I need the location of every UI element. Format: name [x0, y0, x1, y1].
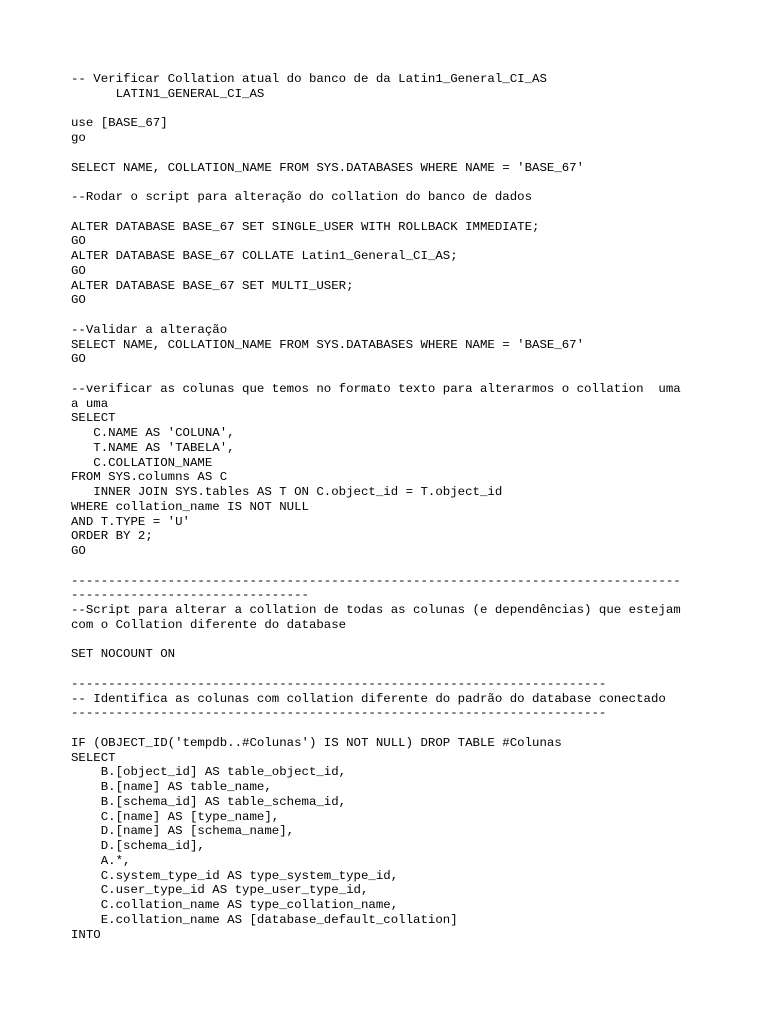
code-line: C.system_type_id AS type_system_type_id, [71, 868, 399, 883]
code-line: D.[name] AS [schema_name], [71, 824, 295, 839]
code-line: -------------------------------- [71, 588, 309, 603]
code-line: --Script para alterar a collation de todas as colunas (e dependências) que estejam [71, 603, 681, 617]
code-line: LATIN1_GENERAL_CI_AS [71, 86, 265, 101]
code-line: --verificar as colunas que temos no formato texto para alterarmos o collation uma [71, 381, 681, 396]
code-line [71, 367, 711, 382]
code-line: -- Identifica as colunas com collation diferente do padrão do database conectado [71, 691, 666, 706]
code-line: D.[schema_id], [71, 839, 205, 853]
code-line: ------------------------------------------------------------------------ [71, 676, 607, 691]
code-line: B.[schema_id] AS table_schema_id, [71, 794, 347, 809]
code-line [71, 102, 711, 117]
code-line [71, 175, 711, 190]
code-line: B.[object_id] AS table_object_id, [71, 765, 347, 780]
code-line [71, 721, 711, 736]
code-line: ------------------------------------------------------------------------ [71, 706, 607, 721]
code-line: AND T.TYPE = 'U' [71, 514, 190, 529]
code-line [71, 559, 711, 574]
code-line: T.NAME AS 'TABELA', [71, 440, 235, 455]
code-line: --Rodar o script para alteração do collation do banco de dados [71, 190, 533, 204]
code-line: GO [71, 544, 86, 558]
code-line [71, 662, 711, 677]
code-line: A.*, [71, 853, 131, 868]
code-line: C.[name] AS [type_name], [71, 809, 280, 824]
code-line: GO [71, 293, 86, 308]
code-line: C.COLLATION_NAME [71, 455, 213, 470]
code-line [71, 308, 711, 323]
code-line: a uma [71, 396, 109, 411]
code-line: GO [71, 352, 86, 367]
code-line [71, 146, 711, 161]
code-line [71, 633, 711, 648]
code-line: E.collation_name AS [database_default_collation] [71, 912, 458, 927]
code-line [71, 205, 711, 220]
code-line: GO [71, 234, 86, 249]
code-line: INNER JOIN SYS.tables AS T ON C.object_id = T.object_id [71, 485, 503, 499]
code-line: SELECT [71, 750, 116, 765]
code-line: WHERE collation_name IS NOT NULL [71, 499, 309, 514]
code-line: INTO [71, 927, 101, 942]
code-line: com o Collation diferente do database [71, 617, 347, 632]
code-line: SELECT NAME, COLLATION_NAME FROM SYS.DATABASES WHERE NAME = 'BASE_67' [71, 160, 585, 175]
code-line: SELECT [71, 411, 116, 426]
code-line: ORDER BY 2; [71, 529, 153, 544]
code-line: IF (OBJECT_ID('tempdb..#Colunas') IS NOT NULL) DROP TABLE #Colunas [71, 735, 562, 750]
code-line: go [71, 131, 86, 145]
code-line: B.[name] AS table_name, [71, 780, 272, 794]
code-line: C.user_type_id AS type_user_type_id, [71, 883, 369, 898]
code-line: SELECT NAME, COLLATION_NAME FROM SYS.DATABASES WHERE NAME = 'BASE_67' [71, 337, 585, 352]
code-line: ---------------------------------------------------------------------------------- [71, 573, 681, 588]
code-line: ALTER DATABASE BASE_67 COLLATE Latin1_General_CI_AS; [71, 249, 458, 263]
code-line: C.collation_name AS type_collation_name, [71, 898, 399, 912]
code-line: GO [71, 263, 86, 278]
code-line: use [BASE_67] [71, 116, 168, 131]
code-line: ALTER DATABASE BASE_67 SET MULTI_USER; [71, 278, 354, 293]
code-line: ALTER DATABASE BASE_67 SET SINGLE_USER WITH ROLLBACK IMMEDIATE; [71, 219, 540, 234]
code-line: --Validar a alteração [71, 322, 228, 337]
code-line: FROM SYS.columns AS C [71, 470, 228, 485]
code-line: -- Verificar Collation atual do banco de da Latin1_General_CI_AS [71, 72, 547, 86]
code-document [71, 72, 711, 942]
code-line: C.NAME AS 'COLUNA', [71, 426, 235, 440]
code-line: SET NOCOUNT ON [71, 647, 176, 662]
